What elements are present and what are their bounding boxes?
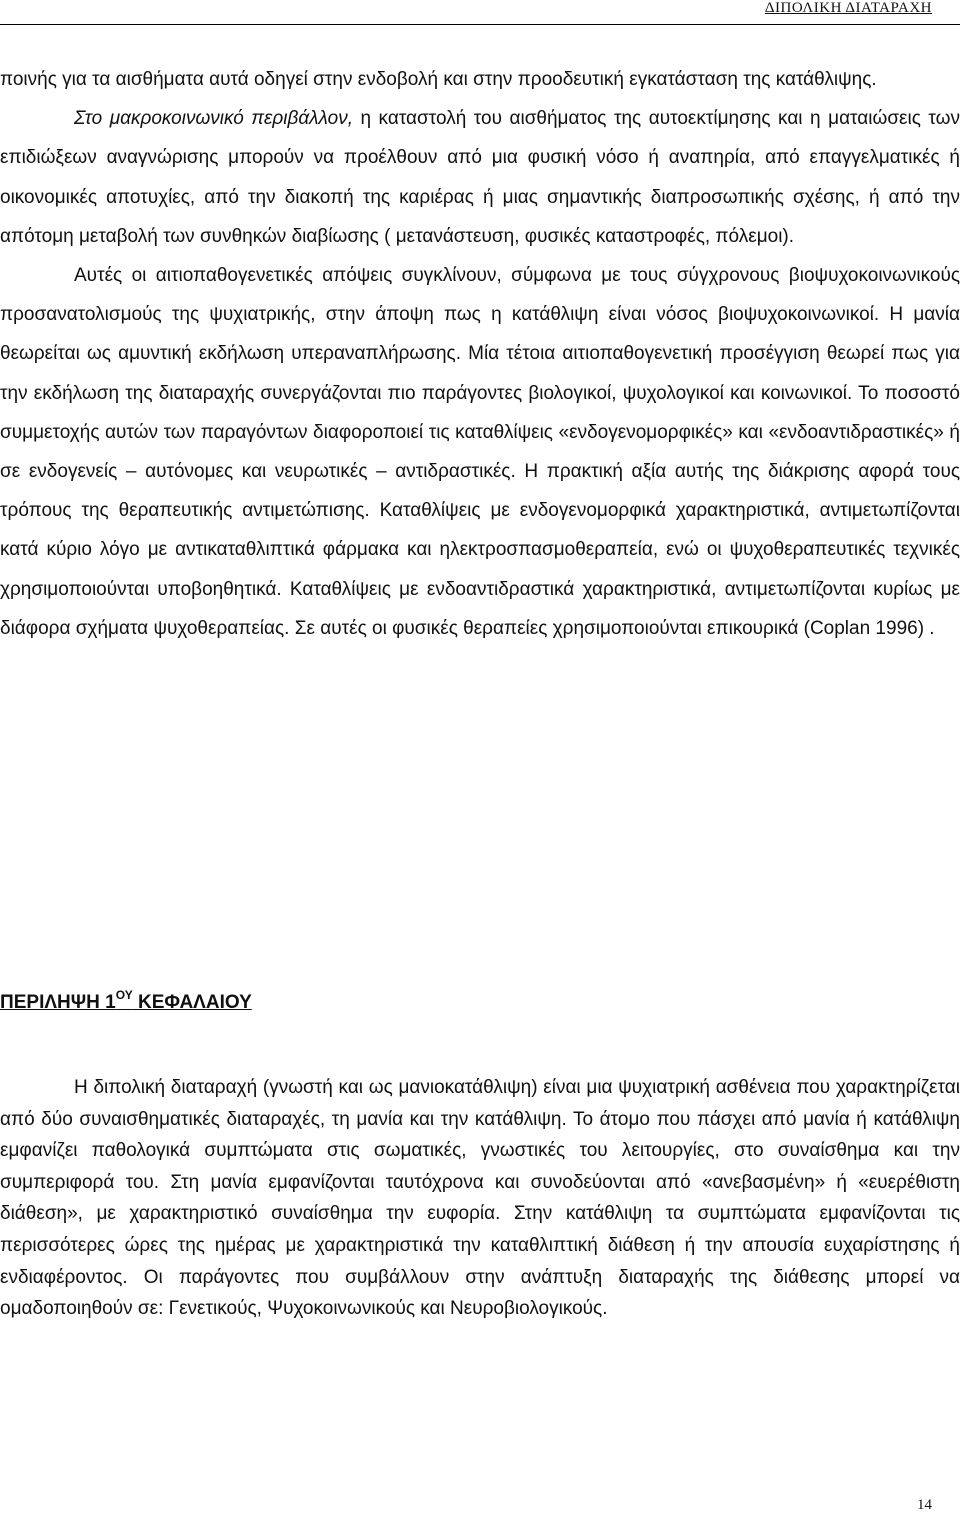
paragraph-macrosocial-text: η καταστολή του αισθήματος της αυτοεκτίμησης και η ματαιώσεις των επιδιώξεων αναγνώρισης μπορούν να προέλθουν από μια φυσική νόσο ή αναπηρία, από επαγγελματικές ή οικονομικές αποτυχίες, από την διακοπή της καριέρας ή μιας σημαντικής διαπροσωπικής σχέσης, ή από την απότομη μεταβολή των συνθηκών διαβίωσης ( μετανάστευση, φυσικές καταστροφές, πόλεμοι). [0, 108, 960, 247]
paragraph-etiopathogenesis: Αυτές οι αιτιοπαθογενετικές απόψεις συγκλίνουν, σύμφωνα με τους σύγχρονους βιοψυχοκοινωνικούς προσανατολισμούς της ψυχιατρικής, στην άποψη πως η κατάθλιψη είναι νόσος βιοψυχοκοινωνικοί. Η μανία θεωρείται ως αμυντική εκδήλωση υπεραναπλήρωσης. Μία τέτοια αιτιοπαθογενετική προσέγγιση θεωρεί πως για την εκδήλωση της διαταραχής συνεργάζονται πιο παράγοντες βιολογικοί, ψυχολογικοί και κοινωνικοί. Το ποσοστό συμμετοχής αυτών των παραγόντων διαφοροποιεί τις καταθλίψεις «ενδογενομορφικές» και «ενδοαντιδραστικές» ή σε ενδογενείς – αυτόνομες και νευρωτικές – αντιδραστικές. Η πρακτική αξία αυτής της διάκρισης αφορά τους τρόπους της θεραπευτικής αντιμετώπισης. Καταθλίψεις με ενδογενομορφικά χαρακτηριστικά, αντιμετωπίζονται κατά κύριο λόγο με αντικαταθλιπτικά φάρμακα και ηλεκτροσπασμοθεραπεία, ενώ οι ψυχοθεραπευτικές τεχνικές χρησιμοποιούνται υποβοηθητικά. Καταθλίψεις με ενδοαντιδραστικά χαρακτηριστικά, αντιμετωπίζονται κυρίως με διάφορα σχήματα ψυχοθεραπείας. Σε αυτές οι φυσικές θεραπείες χρησιμοποιούνται επικουρικά (Coplan 1996) . [0, 265, 960, 639]
section-heading-tail: ΚΕΦΑΛΑΙΟΥ [132, 992, 252, 1013]
italic-lead-phrase: Στο μακροκοινωνικό περιβάλλον, [74, 108, 353, 130]
section-heading-text [0, 988, 252, 1013]
header-divider [0, 24, 960, 25]
page-number: 14 [917, 1497, 932, 1513]
section-heading-superscript: ΟΥ [115, 988, 133, 1002]
document-body [0, 60, 960, 648]
paragraph-macrosocial [0, 99, 960, 256]
section-heading [0, 988, 252, 1014]
continued-paragraph: ποινής για τα αισθήματα αυτά οδηγεί στην ενδοβολή και στην προοδευτική εγκατάσταση της κατάθλιψης. [0, 69, 877, 90]
summary-paragraph: Η διπολική διαταραχή (γνωστή και ως μανιοκατάθλιψη) είναι μια ψυχιατρική ασθένεια που χαρακτηρίζεται από δύο συναισθηματικές διαταραχές, τη μανία και την κατάθλιψη. Το άτομο που πάσχει από μανία ή κατάθλιψη εμφανίζει παθολογικά συμπτώματα στις σωματικές, γνωστικές του λειτουργίες, στο συναίσθημα και την συμπεριφορά του. Στη μανία εμφανίζονται ταυτόχρονα και συνοδεύονται από «ανεβασμένη» ή «ευερέθιστη διάθεση», με χαρακτηριστικό συναίσθημα την ευφορία. Στην κατάθλιψη τα συμπτώματα εμφανίζονται τις περισσότερες ώρες της ημέρας με χαρακτηριστικά την καταθλιπτική διάθεση ή την απουσία ευχαρίστησης ή ενδιαφέροντος. Οι παράγοντες που συμβάλλουν στην ανάπτυξη διαταραχής της διάθεσης μπορεί να ομαδοποιηθούν σε: Γενετικούς, Ψυχοκοινωνικούς και Νευροβιολογικούς. [0, 1077, 960, 1320]
running-header-title: ΔΙΠΟΛΙΚΗ ΔΙΑΤΑΡΑΧΗ [764, 0, 932, 16]
section-heading-main: ΠΕΡΙΛΗΨΗ 1 [0, 992, 116, 1013]
